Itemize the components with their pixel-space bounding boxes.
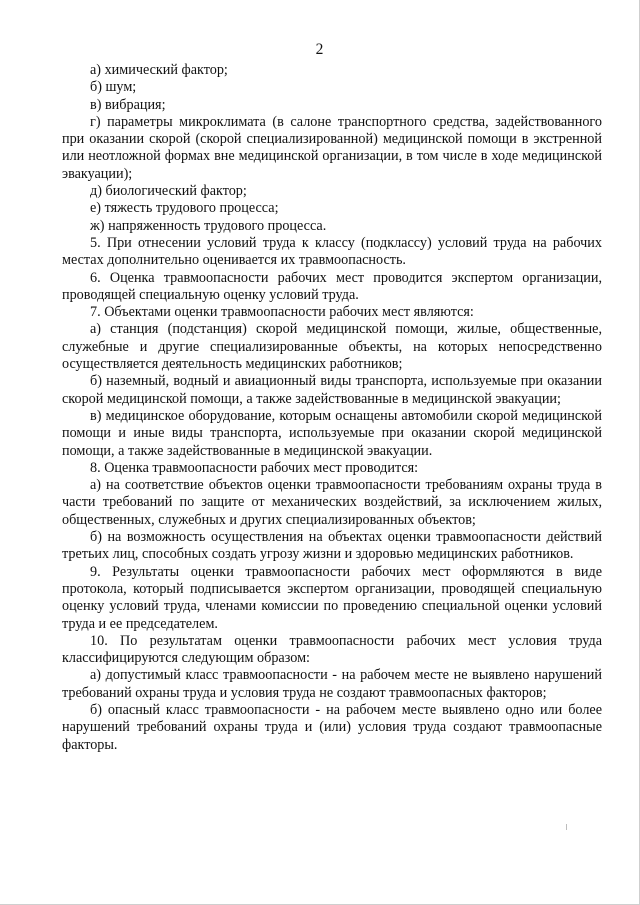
paragraph-10b: б) опасный класс травмоопасности - на рабочем месте выявлено одно или более нарушений требований охраны труда и (или) условия труда создают травмоопасные факторы. bbox=[62, 701, 602, 753]
paragraph-4e: д) биологический фактор; bbox=[90, 183, 247, 200]
document-body bbox=[62, 62, 602, 754]
paragraph-8b: б) на возможность осуществления на объектах оценки травмоопасности действий третьих лиц, способных создать угрозу жизни и здоровью медицинских работников. bbox=[62, 529, 602, 563]
paragraph-4b: б) шум; bbox=[90, 79, 137, 96]
paragraph-8: 8. Оценка травмоопасности рабочих мест проводится: bbox=[90, 459, 419, 476]
paragraph-6: 6. Оценка травмоопасности рабочих мест проводится экспертом организации, проводящей специальную оценку условий труда. bbox=[62, 269, 602, 303]
paragraph-7: 7. Объектами оценки травмоопасности рабочих мест являются: bbox=[90, 304, 474, 321]
page-number: 2 bbox=[315, 41, 324, 58]
paragraph-4f: е) тяжесть трудового процесса; bbox=[90, 200, 279, 217]
paragraph-8a: а) на соответствие объектов оценки травмоопасности требованиям охраны труда в части требований по защите от механических воздействий, за исключением жилых, общественных, служебных и других специализированных объектов; bbox=[62, 477, 602, 528]
paragraph-4d: г) параметры микроклимата (в салоне транспортного средства, задействованного при оказании скорой (скорой специализированной) медицинской помощи в экстренной или неотложной формах вне медицинской организации, в том числе в ходе медицинской эвакуации); bbox=[62, 113, 602, 182]
scan-artifact bbox=[566, 824, 567, 830]
paragraph-4a: а) химический фактор; bbox=[90, 62, 228, 78]
paragraph-4g: ж) напряженность трудового процесса. bbox=[90, 217, 327, 234]
paragraph-7c: в) медицинское оборудование, которым оснащены автомобили скорой медицинской помощи и иные виды транспорта, используемые при оказании скорой медицинской помощи, а также задействованные в медицинской эвакуации. bbox=[62, 407, 602, 459]
paragraph-10: 10. По результатам оценки травмоопасности рабочих мест условия труда классифицируются следующим образом: bbox=[62, 632, 602, 667]
paragraph-5: 5. При отнесении условий труда к классу (подклассу) условий труда на рабочих местах дополнительно оценивается их травмоопасность. bbox=[62, 234, 602, 269]
paragraph-9: 9. Результаты оценки травмоопасности рабочих мест оформляются в виде протокола, который подписывается экспертом организации, проводящей специальную оценку условий труда, членами комиссии по проведению специальной оценки условий труда и ее председателем. bbox=[62, 563, 602, 632]
paragraph-7b: б) наземный, водный и авиационный виды транспорта, используемые при оказании скорой медицинской помощи, а также задействованные в медицинской эвакуации; bbox=[62, 373, 602, 407]
paragraph-4c: в) вибрация; bbox=[90, 96, 166, 113]
paragraph-10a: а) допустимый класс травмоопасности - на рабочем месте не выявлено нарушений требований охраны труда и условия труда не создают травмоопасных факторов; bbox=[62, 667, 602, 701]
paragraph-7a: а) станция (подстанция) скорой медицинской помощи, жилые, общественные, служебные и другие специализированные объекты, на которых непосредственно осуществляется деятельность медицинских работников; bbox=[62, 321, 602, 373]
